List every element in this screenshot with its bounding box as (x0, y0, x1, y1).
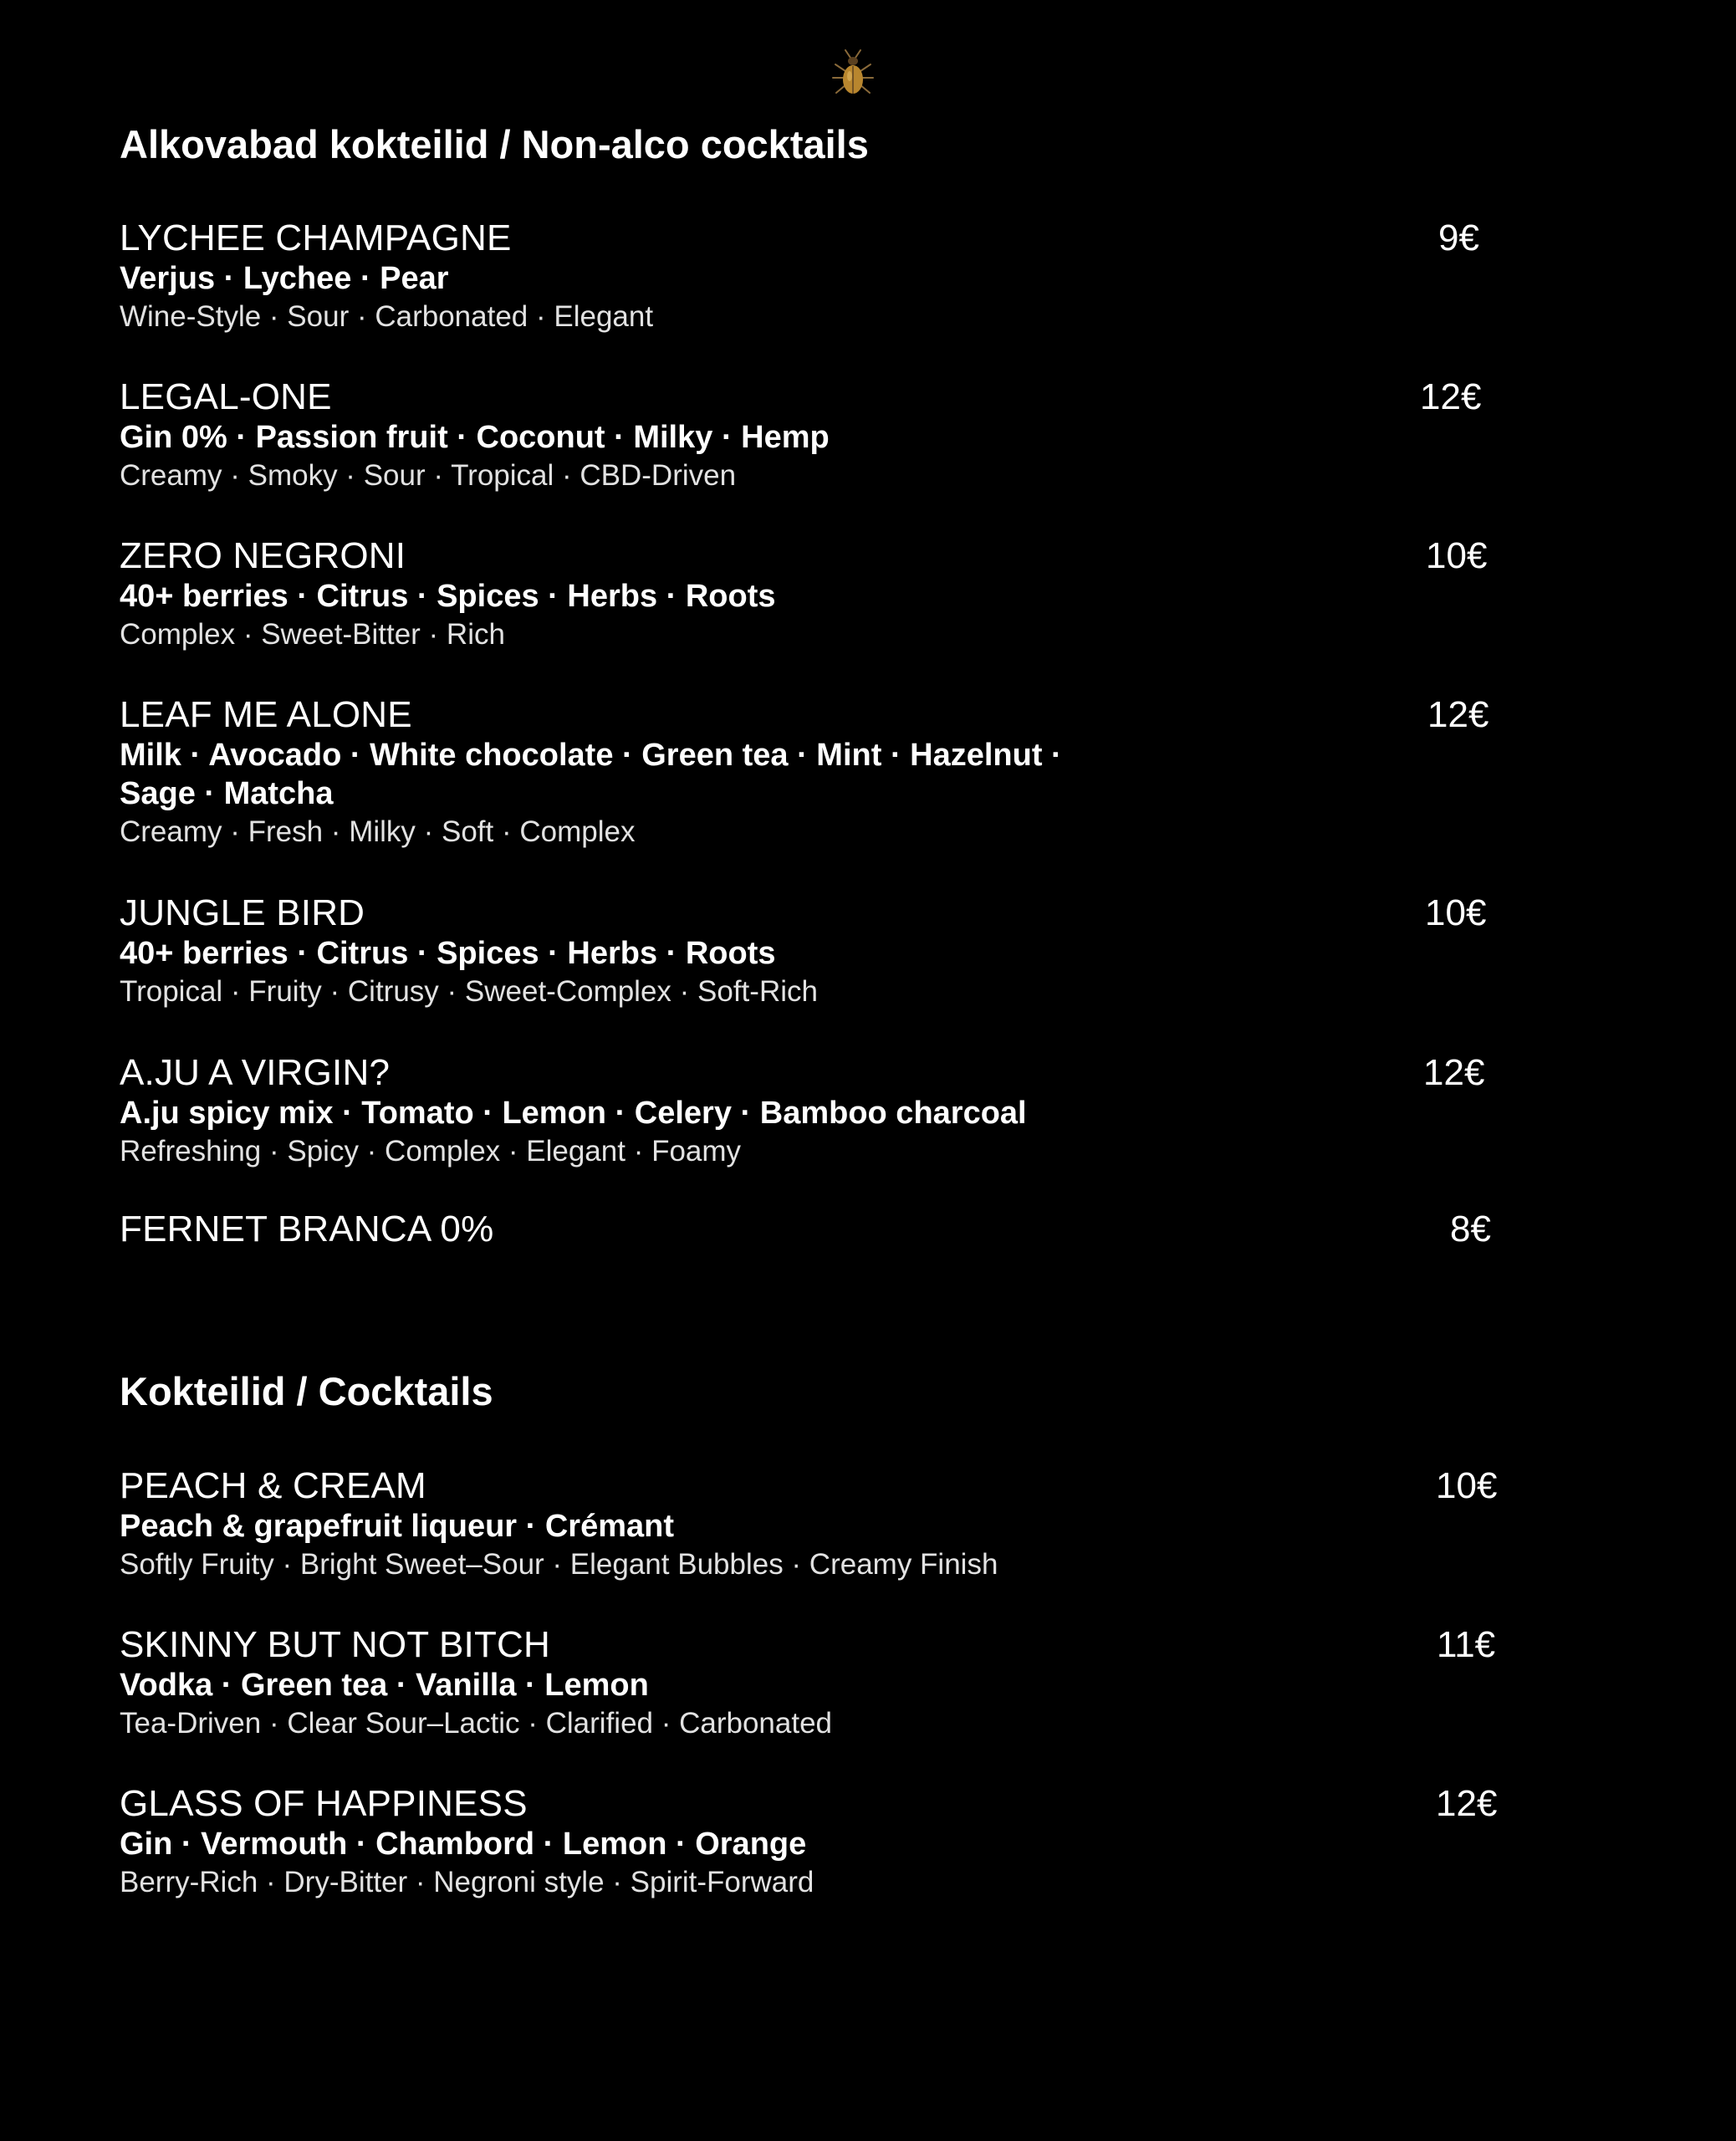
menu-item (120, 217, 1499, 335)
item-ingredients: A.ju spicy mix · Tomato · Lemon · Celery · Bamboo charcoal (120, 1096, 1027, 1131)
item-ingredients: Vodka · Green tea · Vanilla · Lemon (120, 1668, 649, 1703)
item-price: 8€ (1450, 1208, 1491, 1249)
item-price: 12€ (1420, 376, 1482, 417)
item-notes: Berry-Rich · Dry-Bitter · Negroni style · Spirit-Forward (120, 1866, 814, 1898)
section-title-non-alco: Alkovabad kokteilid / Non-alco cocktails (120, 122, 869, 166)
item-price: 12€ (1436, 1783, 1498, 1824)
item-price: 11€ (1437, 1624, 1496, 1665)
menu-item (120, 694, 1499, 851)
item-price: 10€ (1436, 1465, 1498, 1506)
item-name: LEGAL-ONE (120, 376, 332, 417)
item-name: LYCHEE CHAMPAGNE (120, 217, 512, 258)
item-ingredients: Gin · Vermouth · Chambord · Lemon · Orange (120, 1827, 807, 1862)
item-notes: Tropical · Fruity · Citrusy · Sweet-Complex · Soft-Rich (120, 975, 818, 1008)
menu-item (120, 892, 1499, 1010)
menu-item (120, 1624, 1499, 1742)
item-notes: Complex · Sweet-Bitter · Rich (120, 618, 505, 651)
item-name: SKINNY BUT NOT BITCH (120, 1624, 550, 1665)
menu-item (120, 1052, 1499, 1170)
item-notes: Creamy · Smoky · Sour · Tropical · CBD-Driven (120, 459, 737, 492)
menu-item (120, 1783, 1499, 1901)
section-title-cocktails: Kokteilid / Cocktails (120, 1369, 493, 1413)
item-name: A.JU A VIRGIN? (120, 1052, 391, 1093)
menu-item (120, 535, 1499, 653)
item-price: 10€ (1425, 892, 1487, 933)
item-ingredients: Peach & grapefruit liqueur · Crémant (120, 1509, 675, 1544)
item-ingredients: 40+ berries · Citrus · Spices · Herbs · Roots (120, 579, 776, 614)
item-ingredients: Gin 0% · Passion fruit · Coconut · Milky · Hemp (120, 420, 830, 455)
item-ingredients: Milk · Avocado · White chocolate · Green tea · Mint · Hazelnut · Sage · Matcha (120, 738, 1062, 811)
menu-item (120, 1208, 1499, 1250)
item-price: 12€ (1427, 694, 1489, 735)
item-name: PEACH & CREAM (120, 1465, 426, 1506)
item-notes: Tea-Driven · Clear Sour–Lactic · Clarified · Carbonated (120, 1707, 833, 1740)
item-notes: Softly Fruity · Bright Sweet–Sour · Elegant Bubbles · Creamy Finish (120, 1548, 998, 1581)
menu-item (120, 1465, 1499, 1583)
item-price: 10€ (1426, 535, 1488, 576)
item-name: ZERO NEGRONI (120, 535, 406, 576)
item-notes: Refreshing · Spicy · Complex · Elegant · Foamy (120, 1135, 742, 1168)
item-name: GLASS OF HAPPINESS (120, 1783, 528, 1824)
beetle-icon (824, 46, 882, 105)
item-ingredients: 40+ berries · Citrus · Spices · Herbs · Roots (120, 936, 776, 971)
menu-item (120, 376, 1499, 494)
item-notes: Creamy · Fresh · Milky · Soft · Complex (120, 815, 636, 848)
item-price: 12€ (1423, 1052, 1485, 1093)
item-name: FERNET BRANCA 0% (120, 1208, 494, 1249)
item-ingredients: Verjus · Lychee · Pear (120, 261, 449, 296)
item-price: 9€ (1438, 217, 1479, 258)
item-name: JUNGLE BIRD (120, 892, 365, 933)
item-name: LEAF ME ALONE (120, 694, 412, 735)
item-notes: Wine-Style · Sour · Carbonated · Elegant (120, 300, 654, 333)
